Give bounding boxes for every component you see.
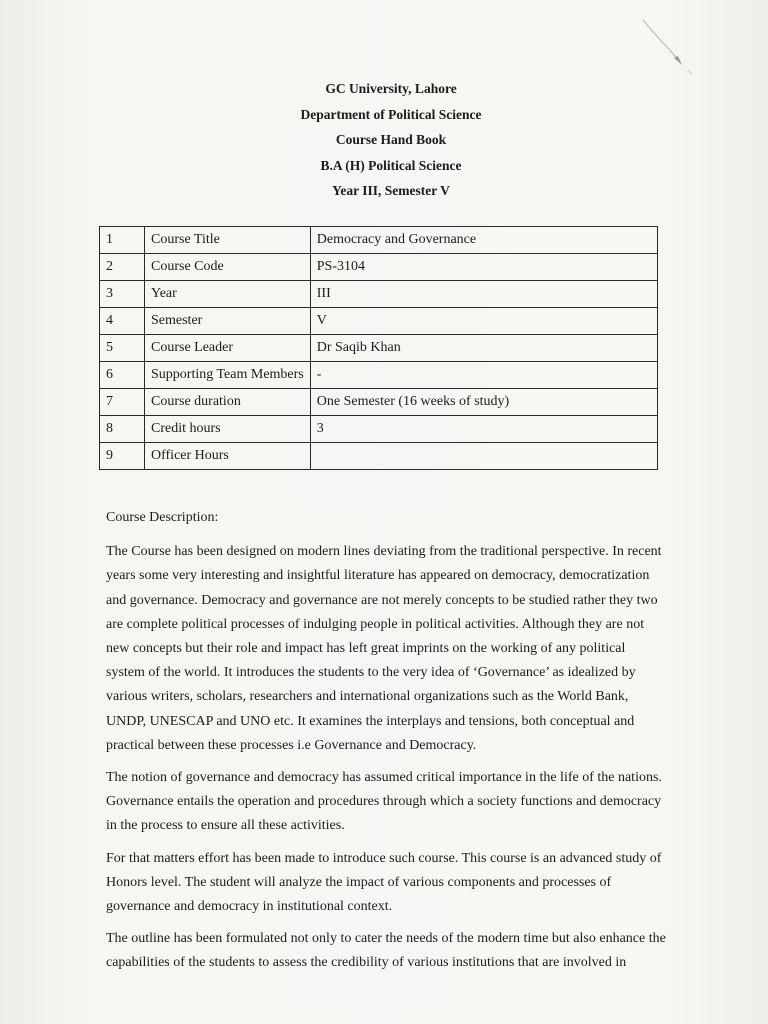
row-value: 3 <box>310 416 657 443</box>
table-row <box>100 308 658 335</box>
table-row <box>100 254 658 281</box>
row-label: Officer Hours <box>145 443 311 470</box>
row-label: Course Title <box>145 227 311 254</box>
scan-mark <box>638 18 708 78</box>
row-value: PS-3104 <box>310 254 657 281</box>
table-row <box>100 281 658 308</box>
row-value: Democracy and Governance <box>310 227 657 254</box>
handbook-title: Course Hand Book <box>335 132 447 147</box>
table-row <box>100 443 658 470</box>
row-value: One Semester (16 weeks of study) <box>310 389 657 416</box>
description-paragraph: The outline has been formulated not only to cater the needs of the modern time but also enhance the capabilities of the students to assess the credibility of various institutions that are involved in <box>106 931 666 971</box>
row-number: 7 <box>100 389 145 416</box>
program-name: B.A (H) Political Science <box>320 157 462 173</box>
university-name: GC University, Lahore <box>325 81 457 96</box>
row-value: Dr Saqib Khan <box>310 335 657 362</box>
row-label: Supporting Team Members <box>145 362 311 389</box>
table-row <box>100 335 658 362</box>
row-value: III <box>310 281 657 308</box>
row-label: Credit hours <box>145 416 311 443</box>
row-number: 5 <box>100 335 145 362</box>
year-semester: Year III, Semester V <box>332 183 450 198</box>
row-value <box>310 443 657 470</box>
row-label: Semester <box>145 308 311 335</box>
row-label: Course duration <box>145 389 311 416</box>
row-number: 1 <box>100 227 145 254</box>
row-number: 2 <box>100 254 145 281</box>
row-number: 4 <box>100 308 145 335</box>
description-paragraph: The Course has been designed on modern lines deviating from the traditional perspective. In recent years some very interesting and insightful literature has appeared on democracy, democratization and governance. Democracy and governance are not merely concepts to be studied rather they two are complete political processes of indulging people in political activities. Although they are not new concepts but their role and impact has left great imprints on the working of any political system of the world. It introduces the students to the very idea of ‘Governance’ as idealized by various writers, scholars, researchers and international organizations such as the World Bank, UNDP, UNESCAP and UNO etc. It examines the interplays and tensions, both conceptual and practical between these processes i.e Governance and Democracy. <box>106 544 662 753</box>
row-number: 9 <box>100 443 145 470</box>
department-name: Department of Political Science <box>300 106 482 122</box>
row-label: Course Code <box>145 254 311 281</box>
table-row <box>100 227 658 254</box>
table-row <box>100 389 658 416</box>
row-label: Course Leader <box>145 335 311 362</box>
row-value: V <box>310 308 657 335</box>
table-row <box>100 416 658 443</box>
row-number: 3 <box>100 281 145 308</box>
course-description <box>106 506 666 984</box>
row-number: 6 <box>100 362 145 389</box>
course-info-table <box>99 226 658 470</box>
description-paragraph: For that matters effort has been made to introduce such course. This course is an advanced study of Honors level. The student will analyze the impact of various components and processes of governance and democracy in institutional context. <box>106 850 662 915</box>
table-row <box>100 362 658 389</box>
row-number: 8 <box>100 416 145 443</box>
description-heading: Course Description: <box>106 510 219 525</box>
document-header <box>0 76 768 204</box>
row-value: - <box>310 362 657 389</box>
description-paragraph: The notion of governance and democracy has assumed critical importance in the life of the nations. Governance entails the operation and procedures through which a society functions and democracy in the process to ensure all these activities. <box>106 770 662 834</box>
row-label: Year <box>145 281 311 308</box>
